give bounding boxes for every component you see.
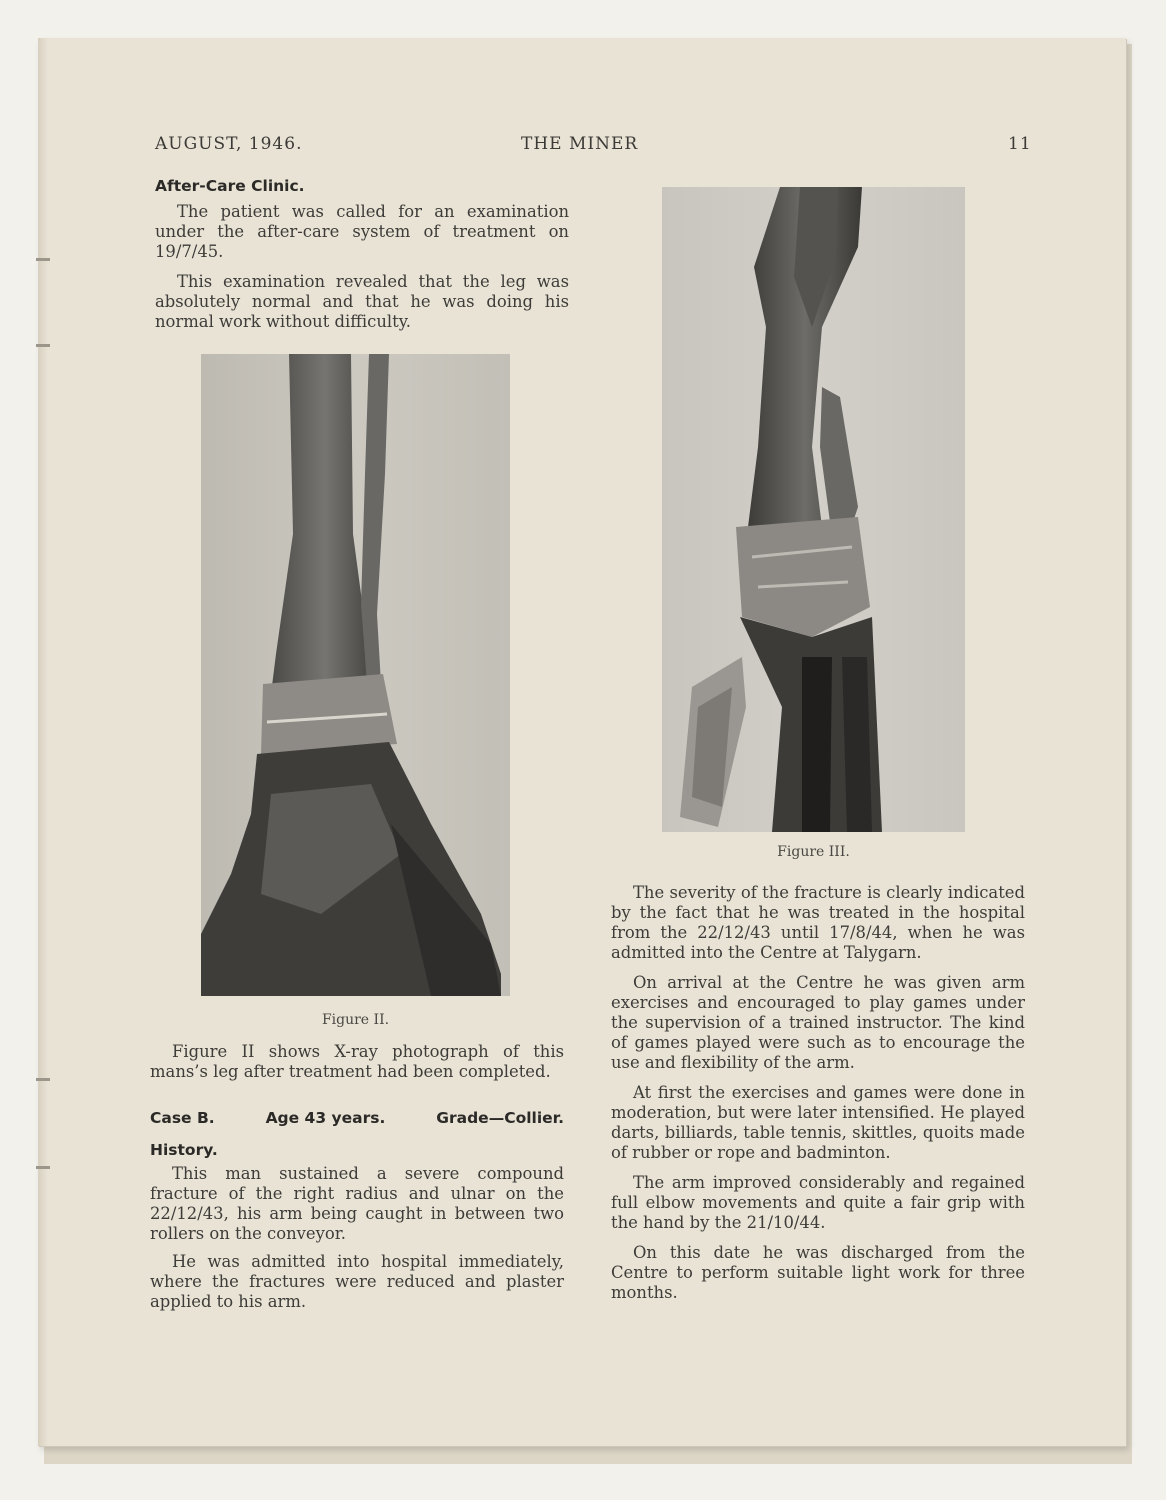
- case-age: Age 43 years.: [265, 1109, 386, 1127]
- section-heading-after-care: After-Care Clinic.: [155, 177, 305, 195]
- paragraph: The arm improved considerably and regained full elbow movements and quite a fair grip with the hand by the 21/10/44.: [611, 1173, 1025, 1232]
- header-date: AUGUST, 1946.: [155, 134, 303, 154]
- staple: [36, 344, 50, 347]
- paragraph: At first the exercises and games were done in moderation, but were later intensified. He played darts, billiards, table tennis, skittles, quoits made of rubber or rope and badminton.: [611, 1083, 1025, 1162]
- case-b-heading-row: [150, 1108, 564, 1128]
- figure-iii-caption: Figure III.: [777, 844, 850, 860]
- paragraph: On this date he was discharged from the Centre to perform suitable light work for three months.: [611, 1243, 1025, 1302]
- staple: [36, 1166, 50, 1169]
- left-column-top: [155, 176, 569, 332]
- figure-iii-xray: [662, 187, 965, 832]
- staple: [36, 258, 50, 261]
- header-page-number: 11: [1008, 134, 1032, 154]
- header-publication-title: THE MINER: [521, 134, 639, 154]
- case-label: Case B.: [150, 1109, 215, 1127]
- section-heading-history: History.: [150, 1141, 218, 1159]
- right-column: [611, 883, 1025, 1303]
- paragraph-figure-ii-description: Figure II shows X-ray photograph of this mans’s leg after treatment had been completed.: [150, 1042, 564, 1081]
- paragraph: The patient was called for an examination under the after-care system of treatment on 19/7/45.: [155, 202, 569, 261]
- paragraph: This man sustained a severe compound fracture of the right radius and ulnar on the 22/12/43, his arm being caught in between two rollers on the conveyor.: [150, 1164, 564, 1243]
- page-binding: [38, 38, 48, 1446]
- paragraph: On arrival at the Centre he was given arm exercises and encouraged to play games under the supervision of a trained instructor. The kind of games played were such as to encourage the use and flexibility of the arm.: [611, 973, 1025, 1072]
- paragraph: He was admitted into hospital immediately, where the fractures were reduced and plaster applied to his arm.: [150, 1252, 564, 1311]
- figure-ii-xray: [201, 354, 510, 996]
- case-grade: Grade—Collier.: [436, 1109, 564, 1127]
- paragraph: The severity of the fracture is clearly indicated by the fact that he was treated in the hospital from the 22/12/43 until 17/8/44, when he was admitted into the Centre at Talygarn.: [611, 883, 1025, 962]
- paragraph: This examination revealed that the leg was absolutely normal and that he was doing his normal work without difficulty.: [155, 272, 569, 331]
- figure-ii-caption: Figure II.: [321, 1012, 390, 1028]
- staple: [36, 1078, 50, 1081]
- left-column-bottom: [150, 1042, 564, 1312]
